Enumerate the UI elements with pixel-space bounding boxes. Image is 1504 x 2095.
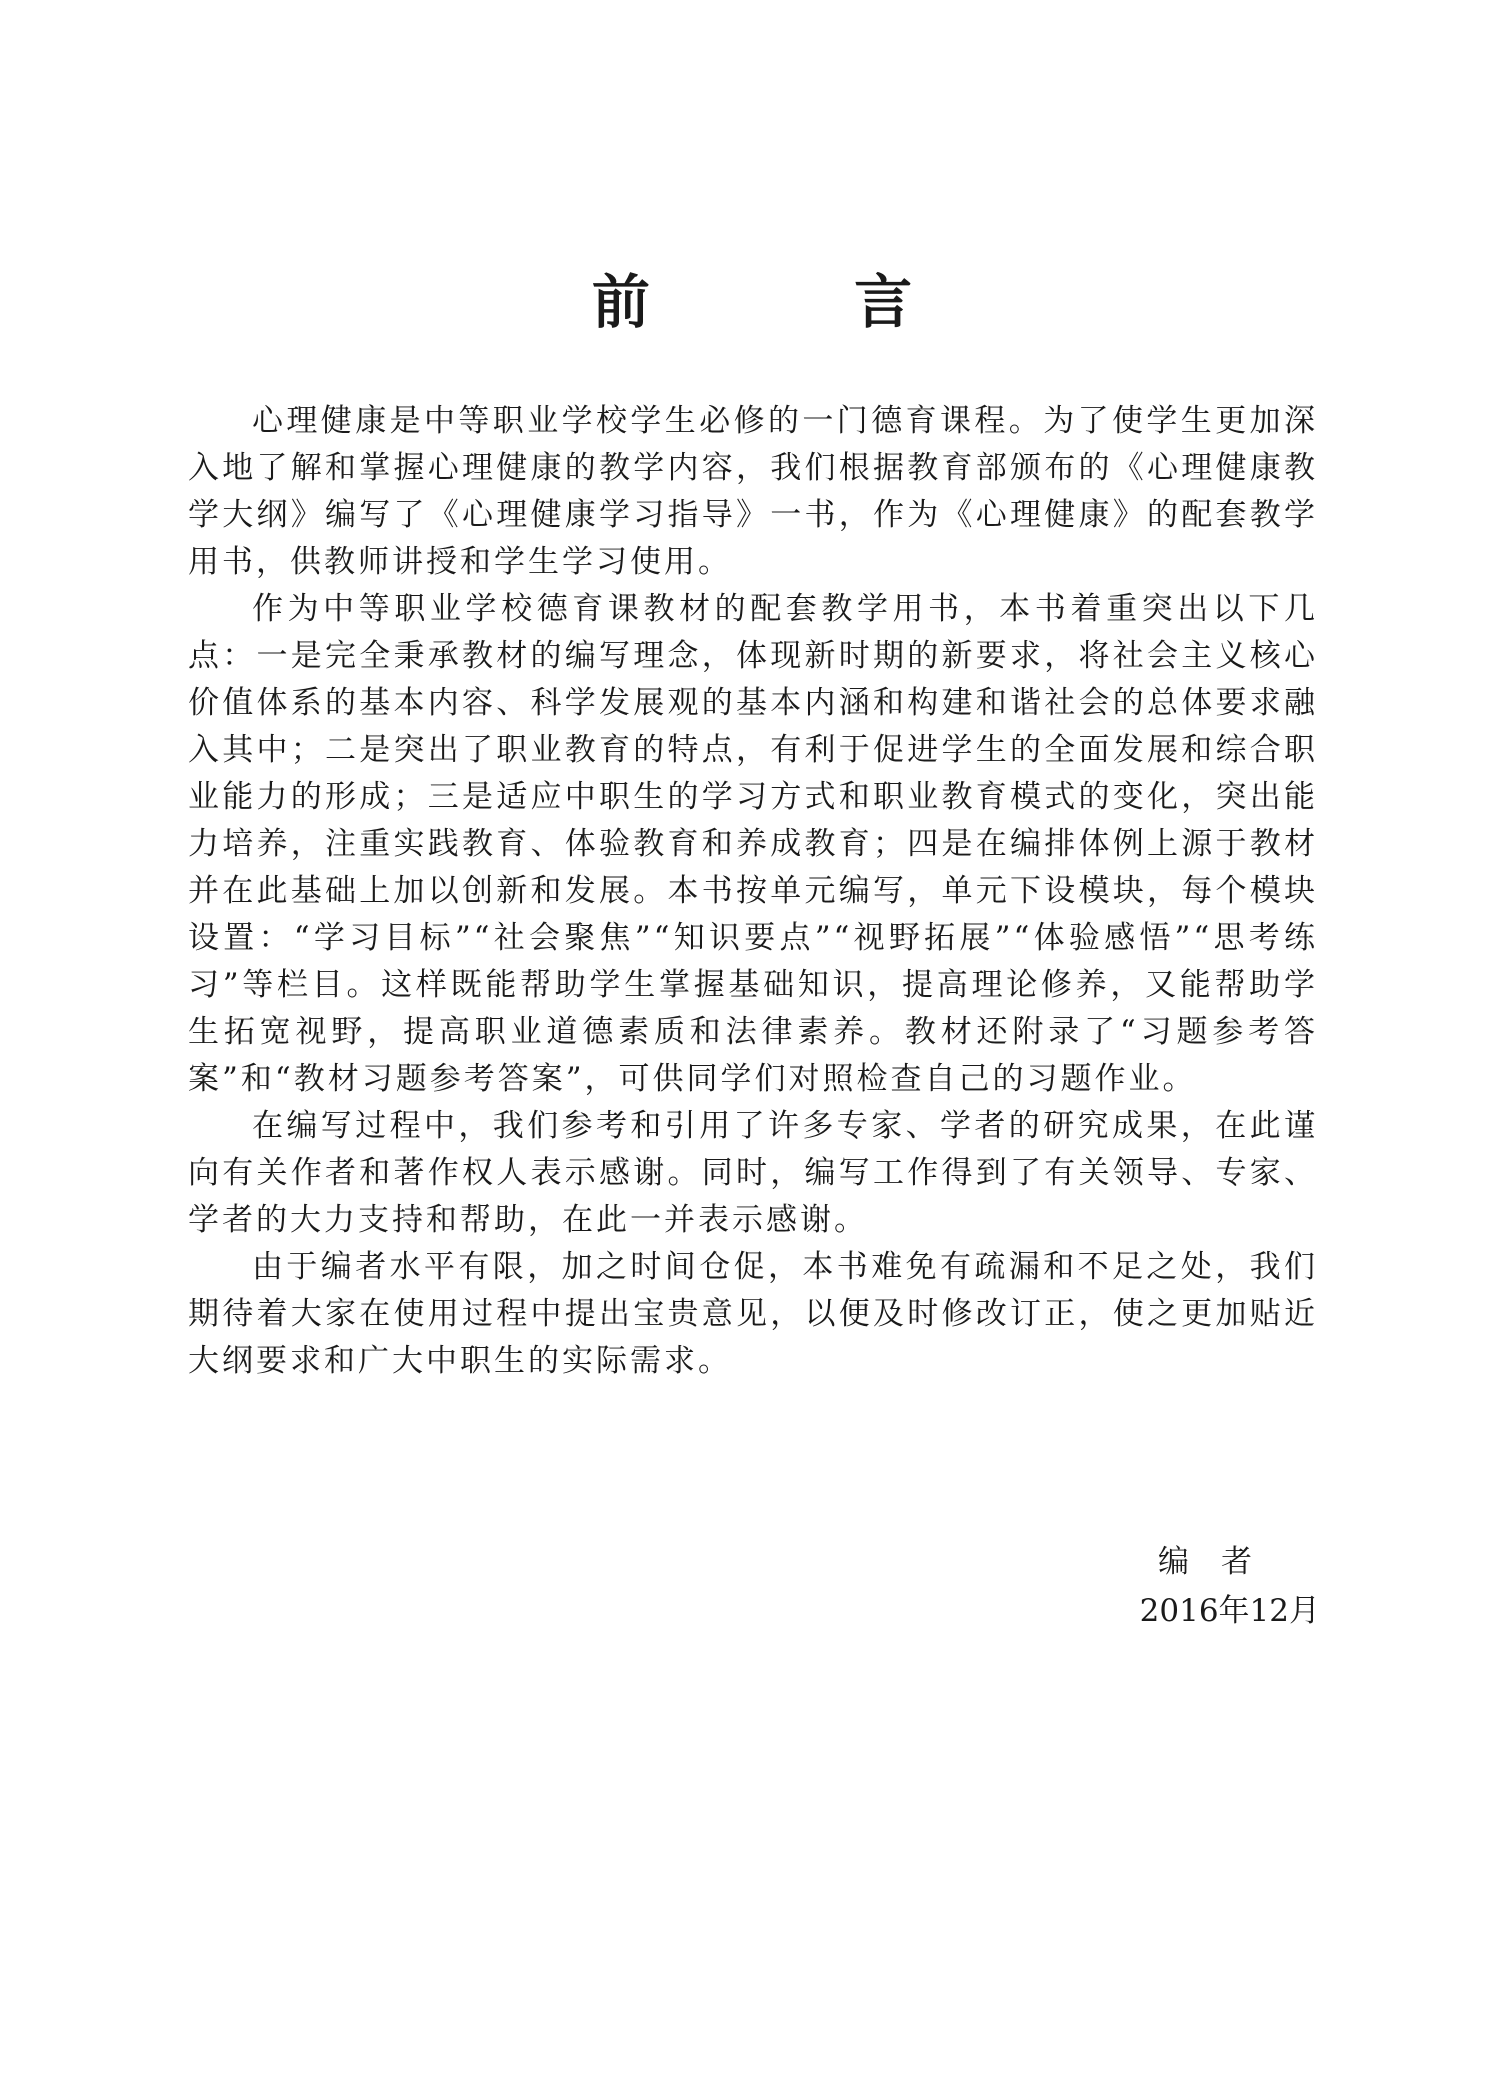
paragraph-3: 在编写过程中，我们参考和引用了许多专家、学者的研究成果，在此谨向有关作者和著作权人表示感谢。同时，编写工作得到了有关领导、专家、学者的大力支持和帮助，在此一并表示感谢。 (188, 1108, 1318, 1238)
signature-block (1090, 1538, 1320, 1636)
date-line: 2016年12月 (1139, 1593, 1320, 1629)
page-title: 前 言 (591, 268, 1005, 336)
paragraph-2: 作为中等职业学校德育课教材的配套教学用书，本书着重突出以下几点：一是完全秉承教材的编写理念，体现新时期的新要求，将社会主义核心价值体系的基本内容、科学发展观的基本内涵和构建和谐社会的总体要求融入其中；二是突出了职业教育的特点，有利于促进学生的全面发展和综合职业能力的形成；三是适应中职生的学习方式和职业教育模式的变化，突出能力培养，注重实践教育、体验教育和养成教育；四是在编排体例上源于教材并在此基础上加以创新和发展。本书按单元编写，单元下设模块，每个模块设置：“学习目标”“社会聚焦”“知识要点”“视野拓展”“体验感悟”“思考练习”等栏目。这样既能帮助学生掌握基础知识，提高理论修养，又能帮助学生拓宽视野，提高职业道德素质和法律素养。教材还附录了“习题参考答案”和“教材习题参考答案”，可供同学们对照检查自己的习题作业。 (188, 591, 1318, 1097)
author-line: 编者 (1158, 1544, 1284, 1580)
paragraph-4: 由于编者水平有限，加之时间仓促，本书难免有疏漏和不足之处，我们期待着大家在使用过程中提出宝贵意见，以便及时修改订正，使之更加贴近大纲要求和广大中职生的实际需求。 (188, 1249, 1318, 1379)
preface-body (188, 398, 1318, 1385)
paragraph-1: 心理健康是中等职业学校学生必修的一门德育课程。为了使学生更加深入地了解和掌握心理健康的教学内容，我们根据教育部颁布的《心理健康教学大纲》编写了《心理健康学习指导》一书，作为《心理健康》的配套教学用书，供教师讲授和学生学习使用。 (188, 403, 1318, 580)
